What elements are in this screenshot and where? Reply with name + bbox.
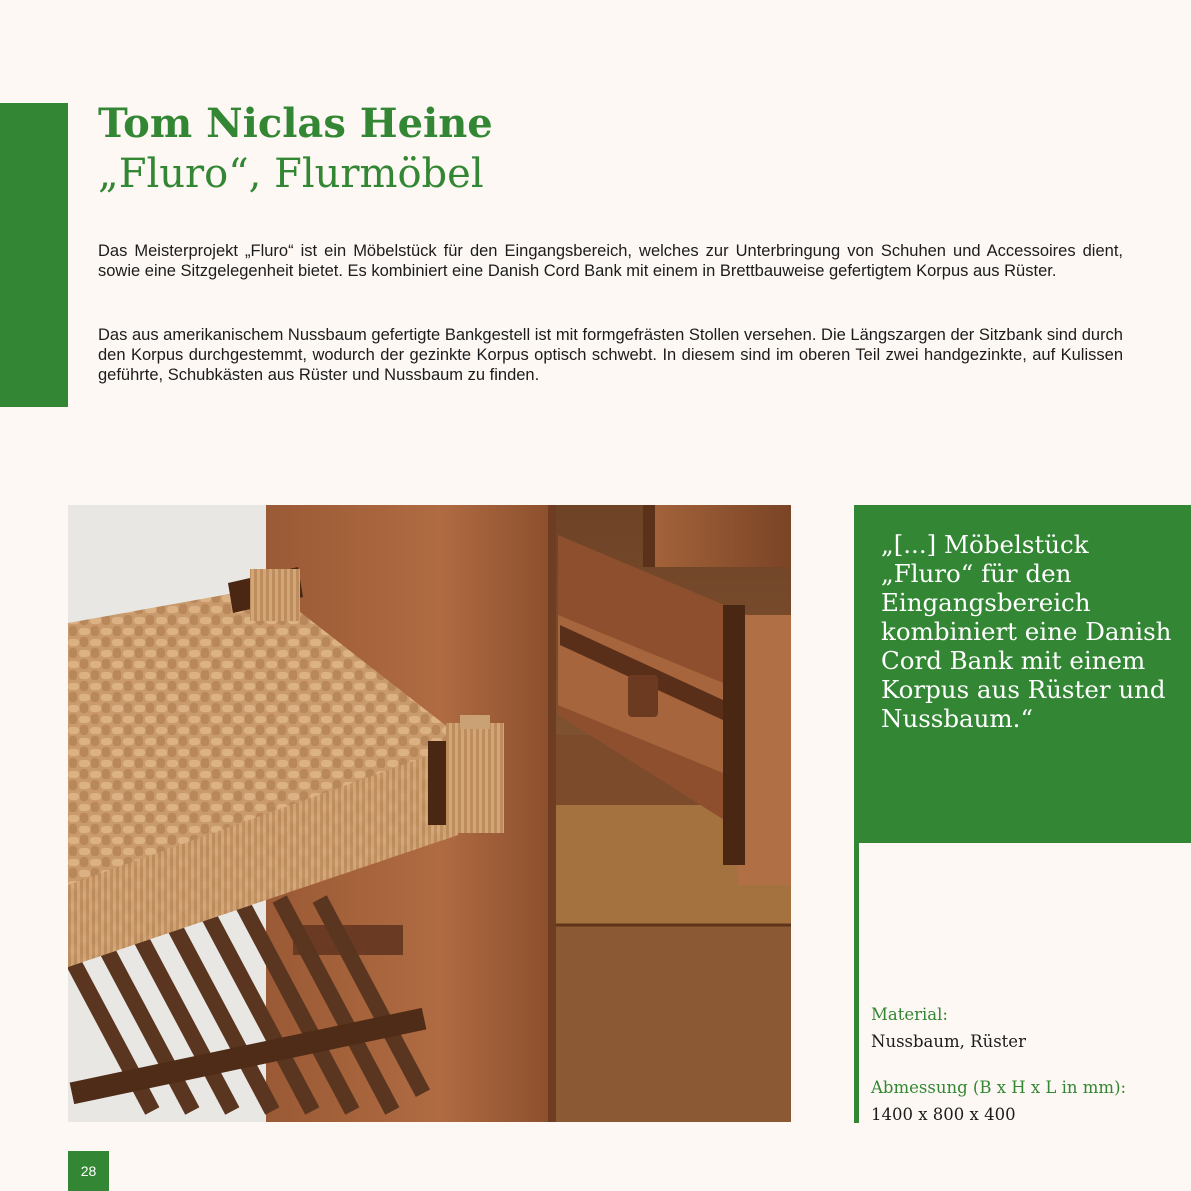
side-accent-bar <box>0 103 68 407</box>
material-value: Nussbaum, Rüster <box>871 1032 1026 1051</box>
furniture-photo <box>68 505 791 1122</box>
designer-name: Tom Niclas Heine <box>98 100 493 147</box>
accent-rule <box>854 843 859 1123</box>
page-number: 28 <box>68 1151 109 1191</box>
pull-quote: „[...] Möbelstück „Fluro“ für den Eingangsbereich kombiniert eine Danish Cord Bank mit einem Korpus aus Rüster und Nussbaum.“ <box>881 530 1172 733</box>
dimension-value: 1400 x 800 x 400 <box>871 1105 1016 1124</box>
project-title: „Fluro“, Flurmöbel <box>98 151 484 197</box>
description-paragraph-1: Das Meisterprojekt „Fluro“ ist ein Möbelstück für den Eingangsbereich, welches zur Unterbringung von Schuhen und Accessoires dient, sowie eine Sitzgelegenheit bietet. Es kombiniert eine Danish Cord Bank mit einem in Brettbauweise gefertigtem Korpus aus Rüster. <box>98 242 1123 280</box>
material-label: Material: <box>871 1005 948 1024</box>
description-paragraph-2: Das aus amerikanischem Nussbaum gefertigte Bankgestell ist mit formgefrästen Stollen versehen. Die Längszargen der Sitzbank sind durch den Korpus durchgestemmt, wodurch der gezinkte Korpus optisch schwebt. In diesem sind im oberen Teil zwei handgezinkte, auf Kulissen geführte, Schubkästen aus Rüster und Nussbaum zu finden. <box>98 326 1123 384</box>
dimension-label: Abmessung (B x H x L in mm): <box>871 1078 1127 1097</box>
quote-box <box>854 505 1191 843</box>
